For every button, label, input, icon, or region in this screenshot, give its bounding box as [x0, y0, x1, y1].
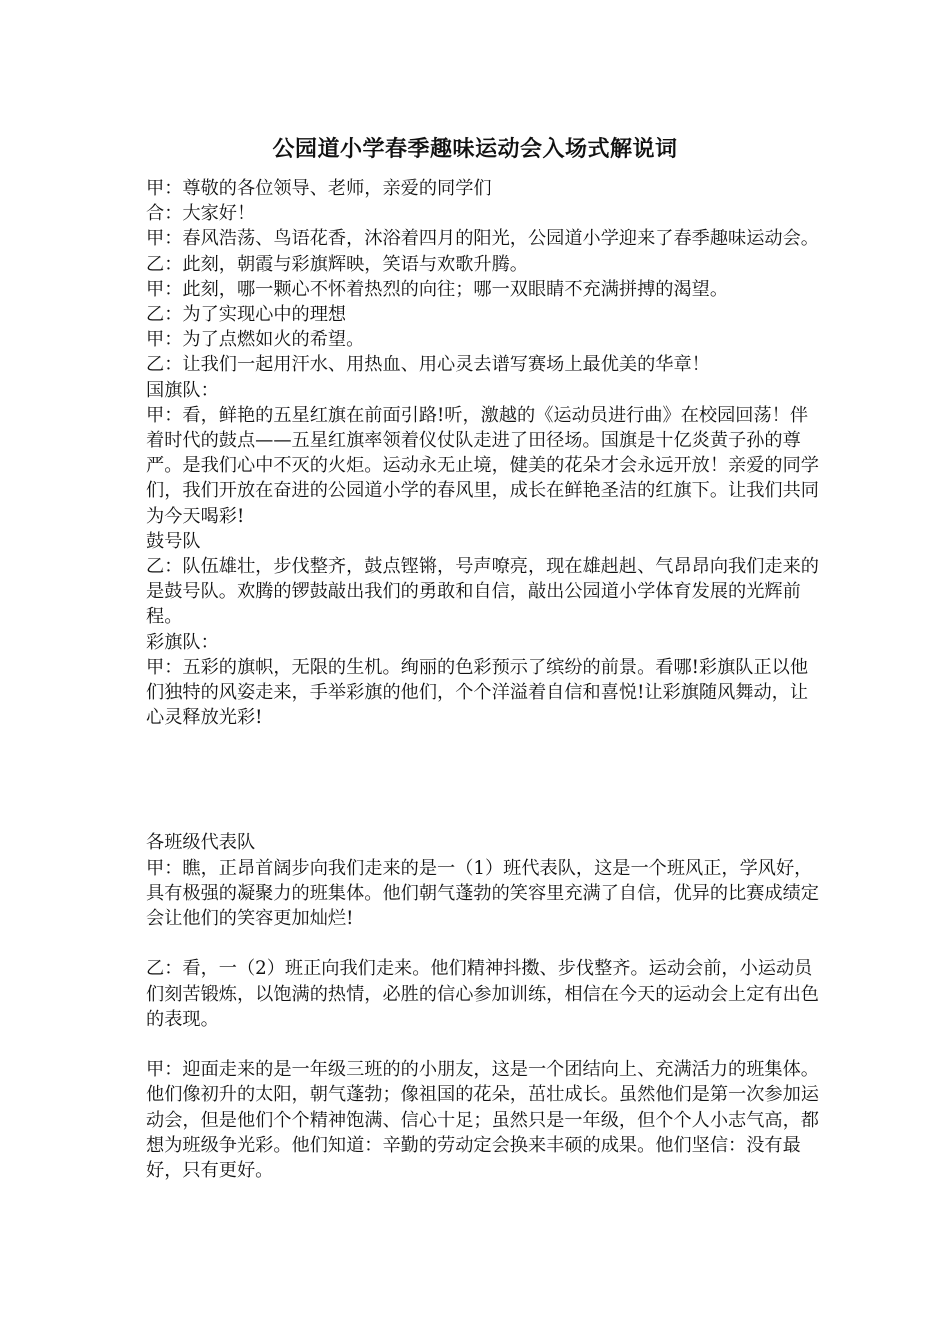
document-title: 公园道小学春季趣味运动会入场式解说词: [272, 136, 678, 162]
paragraph: 甲：五彩的旗帜，无限的生机。绚丽的色彩预示了缤纷的前景。看哪!彩旗队正以他们独特的风姿走来，手举彩旗的他们，个个洋溢着自信和喜悦!让彩旗随风舞动，让心灵释放光彩!: [146, 656, 809, 729]
paragraph: 甲：迎面走来的是一年级三班的的小朋友，这是一个团结向上、充满活力的班集体。他们像初升的太阳，朝气蓬勃；像祖国的花朵，茁壮成长。虽然他们是第一次参加运动会，但是他们个个精神饱满、信心十足；虽然只是一年级，但个个人小志气高，都想为班级争光彩。他们知道：辛勤的劳动定会换来丰硕的成果。他们坚信：没有最好，只有更好。: [146, 1059, 819, 1182]
blank-line: [146, 1032, 826, 1057]
paragraph: 甲：尊敬的各位领导、老师，亲爱的同学们: [146, 178, 492, 199]
paragraph: 甲：春风浩荡、鸟语花香，沐浴着四月的阳光，公园道小学迎来了春季趣味运动会。: [146, 228, 819, 250]
paragraph: 乙：为了实现心中的理想: [146, 304, 347, 326]
paragraph: 乙：此刻，朝霞与彩旗辉映，笑语与欢歌升腾。: [146, 253, 528, 275]
section-heading: 彩旗队：: [146, 631, 219, 653]
paragraph: 甲：瞧，正昂首阔步向我们走来的是一（1）班代表队，这是一个班风正，学风好，具有极强的凝聚力的班集体。他们朝气蓬勃的笑容里充满了自信，优异的比赛成绩定会让他们的笑容更加灿烂!: [146, 857, 819, 930]
blank-line: [146, 931, 826, 956]
paragraph: 甲：为了点燃如火的希望。: [146, 329, 365, 351]
blank-space: [146, 730, 826, 830]
document-body: [146, 176, 826, 1183]
paragraph: 乙：看，一（2）班正向我们走来。他们精神抖擞、步伐整齐。运动会前，小运动员们刻苦锻炼，以饱满的热情，必胜的信心参加训练，相信在今天的运动会上定有出色的表现。: [146, 958, 819, 1030]
paragraph: 乙：队伍雄壮，步伐整齐，鼓点铿锵，号声嘹亮，现在雄赳赳、气昂昂向我们走来的是鼓号队。欢腾的锣鼓敲出我们的勇敢和自信，敲出公园道小学体育发展的光辉前程。: [146, 556, 819, 628]
section-heading: 各班级代表队: [146, 832, 256, 854]
paragraph: 甲：此刻，哪一颗心不怀着热烈的向往；哪一双眼睛不充满拼搏的渴望。: [146, 278, 729, 300]
paragraph: 甲：看，鲜艳的五星红旗在前面引路!听，激越的《运动员进行曲》在校园回荡！伴着时代的鼓点——五星红旗率领着仪仗队走进了田径场。国旗是十亿炎黄子孙的尊严。是我们心中不灭的火炬。运动永无止境，健美的花朵才会永远开放！亲爱的同学们，我们开放在奋进的公园道小学的春风里，成长在鲜艳圣洁的红旗下。让我们共同为今天喝彩!: [146, 404, 819, 527]
section-heading: 国旗队：: [146, 379, 219, 401]
section-heading: 鼓号队: [146, 530, 201, 552]
paragraph: 乙：让我们一起用汗水、用热血、用心灵去谱写赛场上最优美的华章！: [146, 354, 710, 376]
paragraph: 合：大家好！: [146, 203, 256, 225]
